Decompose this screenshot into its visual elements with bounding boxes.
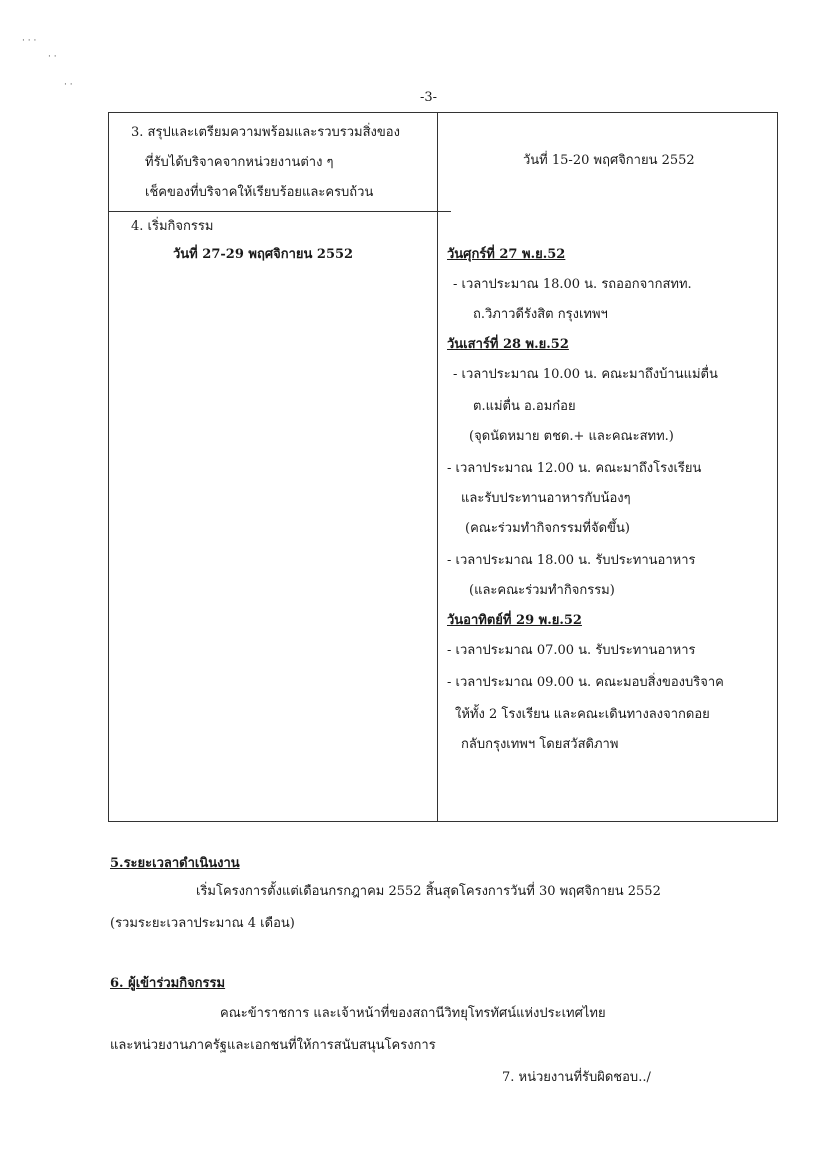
row3-date: วันที่ 15-20 พฤศจิกายน 2552 bbox=[523, 153, 695, 168]
table-column-divider bbox=[437, 113, 438, 821]
section6-line-1: คณะข้าราชการ และเจ้าหน้าที่ของสถานีวิทยุโทรทัศน์แห่งประเทศไทย bbox=[220, 1006, 606, 1021]
day2-line: - เวลาประมาณ 10.00 น. คณะมาถึงบ้านแม่ตื่น bbox=[453, 367, 718, 382]
day1-line: - เวลาประมาณ 18.00 น. รถออกจากสทท. bbox=[453, 277, 692, 292]
day3-line: - เวลาประมาณ 07.00 น. รับประทานอาหาร bbox=[447, 643, 696, 658]
day2-line: (จุดนัดหมาย ตชด.+ และคณะสทท.) bbox=[469, 429, 674, 444]
day2-line: (คณะร่วมทำกิจกรรมที่จัดขึ้น) bbox=[465, 521, 630, 536]
scan-speckle: · · bbox=[48, 52, 57, 62]
table-row-divider bbox=[109, 211, 451, 212]
day3-heading: วันอาทิตย์ที่ 29 พ.ย.52 bbox=[447, 613, 582, 628]
day2-line: (และคณะร่วมทำกิจกรรม) bbox=[469, 583, 615, 598]
day1-line: ถ.วิภาวดีรังสิต กรุงเทพฯ bbox=[473, 307, 608, 322]
day2-line: ต.แม่ตื่น อ.อมก๋อย bbox=[473, 399, 576, 414]
page-number: -3- bbox=[420, 90, 438, 105]
day3-line: - เวลาประมาณ 09.00 น. คณะมอบสิ่งของบริจาค bbox=[447, 675, 724, 690]
row3-line-3: เช็คของที่บริจาคให้เรียบร้อยและครบถ้วน bbox=[145, 185, 374, 200]
section6-line-2: และหน่วยงานภาครัฐและเอกชนที่ให้การสนับสนุนโครงการ bbox=[110, 1038, 436, 1053]
section5-title: 5.ระยะเวลาดำเนินงาน bbox=[110, 856, 240, 871]
activity-table bbox=[108, 112, 778, 822]
section5-line-1: เริ่มโครงการตั้งแต่เดือนกรกฎาคม 2552 สิ้นสุดโครงการวันที่ 30 พฤศจิกายน 2552 bbox=[196, 884, 661, 899]
day2-heading: วันเสาร์ที่ 28 พ.ย.52 bbox=[447, 337, 569, 352]
row3-line-2: ที่รับได้บริจาคจากหน่วยงานต่าง ๆ bbox=[145, 155, 334, 170]
day2-line: - เวลาประมาณ 18.00 น. รับประทานอาหาร bbox=[447, 553, 696, 568]
row4-title: 4. เริ่มกิจกรรม bbox=[131, 219, 214, 234]
day2-line: และรับประทานอาหารกับน้องๆ bbox=[461, 491, 631, 506]
row4-date: วันที่ 27-29 พฤศจิกายน 2552 bbox=[173, 247, 354, 262]
day3-line: กลับกรุงเทพฯ โดยสวัสดิภาพ bbox=[461, 737, 619, 752]
section5-line-2: (รวมระยะเวลาประมาณ 4 เดือน) bbox=[110, 916, 295, 931]
day2-line: - เวลาประมาณ 12.00 น. คณะมาถึงโรงเรียน bbox=[447, 461, 702, 476]
scan-speckle: · · · bbox=[22, 36, 37, 46]
section6-title: 6. ผู้เข้าร่วมกิจกรรม bbox=[110, 976, 226, 991]
day1-heading: วันศุกร์ที่ 27 พ.ย.52 bbox=[447, 247, 566, 262]
row3-line-1: 3. สรุปและเตรียมความพร้อมและรวบรวมสิ่งของ bbox=[131, 125, 400, 140]
scan-speckle: · · bbox=[64, 80, 73, 90]
continuation-note: 7. หน่วยงานที่รับผิดชอบ../ bbox=[502, 1070, 651, 1085]
day3-line: ให้ทั้ง 2 โรงเรียน และคณะเดินทางลงจากดอย bbox=[455, 707, 710, 722]
